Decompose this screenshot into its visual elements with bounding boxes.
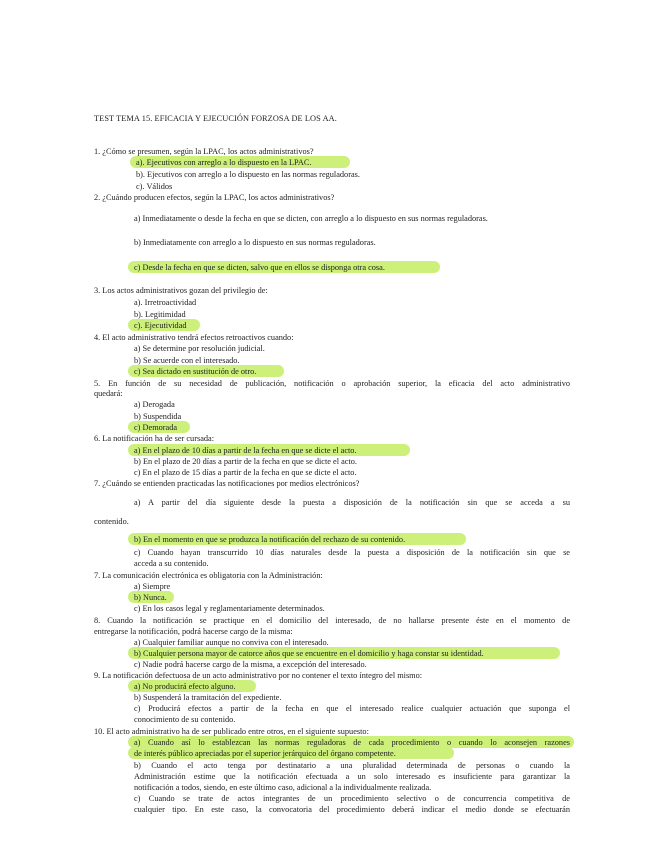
- text-line: 6. La notificación ha de ser cursada:: [94, 434, 215, 443]
- text-line: b) Suspenderá la tramitación del expediente.: [134, 693, 282, 702]
- text-line: b) Inmediatamente con arreglo a lo dispuesto en sus normas reguladoras.: [134, 238, 376, 247]
- highlighted-answer-line: c) Sea dictado en sustitución de otro.: [134, 367, 257, 376]
- text-line: 7. La comunicación electrónica es obligatoria con la Administración:: [94, 571, 323, 580]
- text-line: conocimiento de su contenido.: [134, 715, 236, 724]
- text-line: c) Cuando se trate de actos integrantes de un procedimiento selectivo o de concurrencia competitiva de: [134, 794, 570, 803]
- text-line: contenido.: [94, 517, 129, 526]
- text-line: 8. Cuando la notificación se practique en el domicilio del interesado, de no hallarse presente éste en el momento de: [94, 616, 570, 625]
- text-line: 7. ¿Cuándo se entienden practicadas las notificaciones por medios electrónicos?: [94, 479, 360, 488]
- text-line: c) En el plazo de 15 días a partir de la fecha en que se dicte el acto.: [134, 468, 357, 477]
- text-line: 5. En función de su necesidad de publicación, notificación o aprobación superior, la eficacia del acto administrativo: [94, 379, 570, 388]
- text-line: b). Ejecutivos con arreglo a lo dispuesto en las normas reguladoras.: [136, 170, 360, 179]
- text-line: c) Nadie podrá hacerse cargo de la misma, a excepción del interesado.: [134, 660, 367, 669]
- text-line: 10. El acto administrativo ha de ser publicado entre otros, en el siguiente supuesto:: [94, 727, 369, 736]
- highlighted-answer-line: b) En el momento en que se produzca la notificación del rechazo de su contenido.: [134, 535, 406, 544]
- highlighted-answer-line: de interés público apreciadas por el superior jerárquico del órgano competente.: [134, 749, 396, 758]
- text-line: quedará:: [94, 389, 123, 398]
- text-line: 9. La notificación defectuosa de un acto administrativo por no contener el texto íntegro del mismo:: [94, 671, 423, 680]
- highlighted-answer-line: b) Cualquier persona mayor de catorce años que se encuentre en el domicilio y haga constar su identidad.: [134, 649, 484, 658]
- text-line: a) Se determine por resolución judicial.: [134, 344, 265, 353]
- text-line: b) Cuando el acto tenga por destinatario a una pluralidad determinada de personas o cuando la: [134, 761, 570, 770]
- text-line: c) Producirá efectos a partir de la fecha en que el interesado realice cualquier actuación que suponga el: [134, 704, 570, 713]
- text-line: a) Siempre: [134, 582, 171, 591]
- highlighted-answer-line: c). Ejecutividad: [134, 321, 187, 330]
- text-line: 4. El acto administrativo tendrá efectos retroactivos cuando:: [94, 333, 294, 342]
- text-line: a) A partir del día siguiente desde la puesta a disposición de la notificación sin que se acceda a su: [134, 498, 570, 507]
- text-line: c) En los casos legal y reglamentariamente determinados.: [134, 604, 325, 613]
- text-line: b). Legitimidad: [134, 310, 186, 319]
- text-line: a) Derogada: [134, 400, 175, 409]
- text-line: notificación a todos, siendo, en este último caso, adicional a la individualmente realizada.: [134, 783, 432, 792]
- text-line: 2. ¿Cuándo producen efectos, según la LPAC, los actos administrativos?: [94, 193, 335, 202]
- highlighted-answer-line: b) Nunca.: [134, 593, 167, 602]
- text-line: a) Inmediatamente o desde la fecha en que se dicten, con arreglo a lo dispuesto en sus normas reguladoras.: [134, 214, 488, 223]
- text-line: a) Cualquier familiar aunque no conviva con el interesado.: [134, 638, 329, 647]
- text-line: cualquier tipo. En este caso, la convocatoria del procedimiento deberá indicar el medio donde se efectuarán: [134, 805, 570, 814]
- text-line: acceda a su contenido.: [134, 559, 209, 568]
- highlighted-answer-line: a). Ejecutivos con arreglo a lo dispuesto en la LPAC.: [136, 158, 312, 167]
- text-line: c) Cuando hayan transcurrido 10 días naturales desde la puesta a disposición de la notificación sin que se: [134, 548, 570, 557]
- text-line: b) En el plazo de 20 días a partir de la fecha en que se dicte el acto.: [134, 457, 357, 466]
- text-line: b) Suspendida: [134, 412, 182, 421]
- text-line: Administración estime que la notificación efectuada a un solo interesado es insuficiente para garantizar la: [134, 772, 570, 781]
- page-title: TEST TEMA 15. EFICACIA Y EJECUCIÓN FORZOSA DE LOS AA.: [94, 114, 337, 123]
- text-line: b) Se acuerde con el interesado.: [134, 356, 240, 365]
- highlighted-answer-line: a) No producirá efecto alguno.: [134, 682, 236, 691]
- highlighted-answer-line: c) Demorada: [134, 423, 178, 432]
- text-line: c). Válidos: [136, 182, 173, 191]
- highlighted-answer-line: a) Cuando así lo establezcan las normas reguladoras de cada procedimiento o cuando lo aconsejen razones: [134, 738, 570, 747]
- text-line: 3. Los actos administrativos gozan del privilegio de:: [94, 286, 268, 295]
- highlighted-answer-line: a) En el plazo de 10 días a partir de la fecha en que se dicte el acto.: [134, 446, 357, 455]
- text-line: a). Irretroactividad: [134, 298, 197, 307]
- text-line: 1. ¿Cómo se presumen, según la LPAC, los actos administrativos?: [94, 147, 314, 156]
- text-line: entregarse la notificación, podrá hacerse cargo de la misma:: [94, 627, 293, 636]
- highlighted-answer-line: c) Desde la fecha en que se dicten, salvo que en ellos se disponga otra cosa.: [134, 263, 385, 272]
